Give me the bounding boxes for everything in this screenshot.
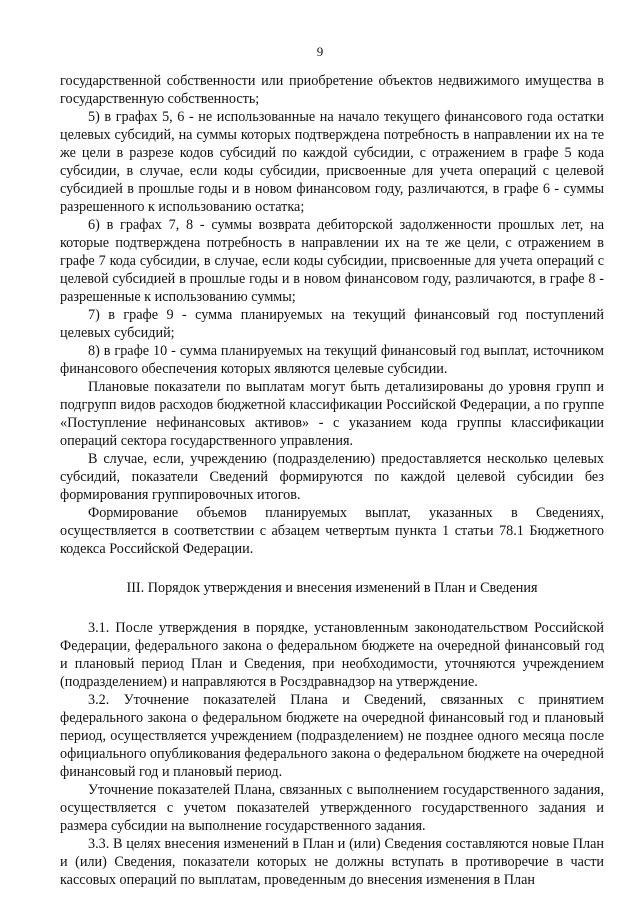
paragraph-3-1: 3.1. После утверждения в порядке, установленным законодательством Российской Федерации, федерального закона о федеральном бюджете на очередной финансовый год и плановый период План и Сведения, при необходимости, уточняются учреждением (подразделением) и направляются в Росздравнадзор на утверждение. <box>60 620 604 690</box>
paragraph-item-5: 5) в графах 5, 6 - не использованные на начало текущего финансового года остатки целевых субсидий, на суммы которых подтверждена потребность в направлении их на те же цели в разрезе кодов субсидий по каждой субсидии, с отражением в графе 5 кода субсидии, в случае, если коды субсидии, присвоенные для учета операций с целевой субсидией в прошлые годы и в новом финансовом году, различаются, в графе 6 - суммы разрешенного к использованию остатка; <box>60 109 604 215</box>
document-body <box>60 72 604 889</box>
paragraph-state-task: Уточнение показателей Плана, связанных с выполнением государственного задания, осуществляется с учетом показателей утвержденного государственного задания и размера субсидии на выполнение государственного задания. <box>60 782 604 834</box>
paragraph-forming-volumes: Формирование объемов планируемых выплат, указанных в Сведениях, осуществляется в соответствии с абзацем четвертым пункта 1 статьи 78.1 Бюджетного кодекса Российской Федерации. <box>60 505 604 557</box>
paragraph-planned-indicators: Плановые показатели по выплатам могут быть детализированы до уровня групп и подгрупп видов расходов бюджетной классификации Российской Федерации, а по группе «Поступление нефинансовых активов» - с указанием кода группы классификации операций сектора государственного управления. <box>60 379 604 449</box>
paragraph-multiple-subsidies: В случае, если, учреждению (подразделению) предоставляется несколько целевых субсидий, показатели Сведений формируются по каждой целевой субсидии без формирования группировочных итогов. <box>60 451 604 503</box>
paragraph-3-2: 3.2. Уточнение показателей Плана и Сведений, связанных с принятием федерального закона о федеральном бюджете на очередной финансовый год и плановый период, осуществляется учреждением (подразделением) не позднее одного месяца после официального опубликования федерального закона о федеральном бюджете на очередной финансовый год и плановый период. <box>60 692 604 780</box>
paragraph-item-8: 8) в графе 10 - сумма планируемых на текущий финансовый год выплат, источником финансового обеспечения которых являются целевые субсидии. <box>60 343 604 377</box>
paragraph-3-3: 3.3. В целях внесения изменений в План и (или) Сведения составляются новые План и (или) Сведения, показатели которых не должны вступать в противоречие в части кассовых операций по выплатам, проведенным до внесения изменения в План <box>60 836 604 888</box>
page-number: 9 <box>316 44 324 59</box>
paragraph-item-6: 6) в графах 7, 8 - суммы возврата дебиторской задолженности прошлых лет, на которые подтверждена потребность в направлении их на те же цели, с отражением в графе 7 кода субсидии, в случае, если коды субсидии, присвоенные для учета операций с целевой субсидией в прошлые годы и в новом финансовом году, различаются, в графе 8 - разрешенные к использованию суммы; <box>60 217 604 305</box>
section-heading: III. Порядок утверждения и внесения изменений в План и Сведения <box>126 580 538 596</box>
paragraph-item-7: 7) в графе 9 - сумма планируемых на текущий финансовый год поступлений целевых субсидий; <box>60 307 604 341</box>
paragraph-continuation: государственной собственности или приобретение объектов недвижимого имущества в государственную собственность; <box>60 73 604 107</box>
